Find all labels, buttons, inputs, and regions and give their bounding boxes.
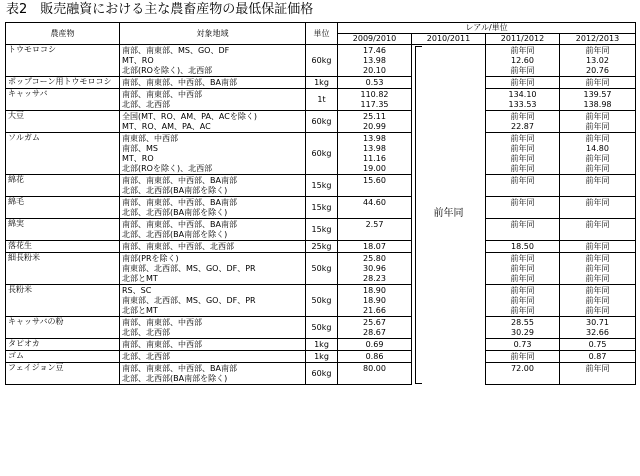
table-row	[6, 351, 636, 363]
product-cell: フェイジョン豆	[6, 363, 120, 385]
region-cell	[120, 45, 306, 77]
value-2009: 25.80	[363, 253, 386, 263]
table-row	[6, 89, 636, 111]
value-2012: 0.87	[588, 351, 607, 361]
value-2009	[340, 230, 409, 240]
value-2011: 134.10	[508, 89, 537, 99]
value-2009: 15.60	[363, 175, 386, 185]
table-row	[6, 197, 636, 219]
value-2011-cell	[486, 45, 560, 77]
header-year: 2012/2013	[560, 34, 636, 45]
region-line: 北部、北西部(BA南部を除く)	[122, 229, 228, 239]
value-2011: 前年同	[510, 77, 535, 87]
region-cell	[120, 317, 306, 339]
value-2009: 30.96	[363, 263, 386, 273]
region-line: 南東部、中西部	[122, 133, 178, 143]
value-2011: 0.73	[513, 339, 532, 349]
value-2012: 前年同	[585, 111, 610, 121]
value-2009: 0.69	[365, 339, 384, 349]
value-2012: 20.76	[586, 65, 609, 75]
product-cell: タピオカ	[6, 339, 120, 351]
value-2011: 72.00	[511, 363, 534, 373]
value-2009: 117.35	[360, 99, 389, 109]
unit-cell: 15kg	[306, 197, 338, 219]
value-2012: 前年同	[585, 197, 610, 207]
region-line: 北部、北西部	[122, 351, 170, 361]
value-2012: 前年同	[585, 175, 610, 185]
value-2009: 13.98	[363, 55, 386, 65]
header-year: 2009/2010	[338, 34, 412, 45]
value-2009-cell	[338, 339, 412, 351]
value-2011-cell	[486, 111, 560, 133]
value-2011: 前年同	[510, 219, 535, 229]
value-2011-cell	[486, 197, 560, 219]
value-2012-cell	[560, 339, 636, 351]
value-2009: 21.66	[363, 305, 386, 315]
value-2012: 0.75	[588, 339, 607, 349]
region-cell	[120, 363, 306, 385]
table-row	[6, 77, 636, 89]
table-row	[6, 339, 636, 351]
table-row	[6, 241, 636, 253]
value-2011: 前年同	[510, 295, 535, 305]
product-cell: 細長粉米	[6, 253, 120, 285]
unit-cell: 60kg	[306, 111, 338, 133]
region-line: 北部、北西部(BA南部を除く)	[122, 207, 228, 217]
value-2009: 28.67	[363, 327, 386, 337]
table-row	[6, 285, 636, 317]
value-2009: 17.46	[363, 45, 386, 55]
unit-cell: 60kg	[306, 363, 338, 385]
value-2012: 前年同	[585, 263, 610, 273]
value-2011-cell	[486, 219, 560, 241]
region-cell	[120, 175, 306, 197]
value-2011: 前年同	[510, 153, 535, 163]
value-2012-cell	[560, 285, 636, 317]
region-line: MT、RO	[122, 55, 154, 65]
value-2012-cell	[560, 253, 636, 285]
region-line: 北部とMT	[122, 273, 158, 283]
value-2012: 前年同	[585, 285, 610, 295]
region-line: 南部、南東部、中西部	[122, 317, 202, 327]
table-row	[6, 253, 636, 285]
unit-cell: 1kg	[306, 339, 338, 351]
value-2012: 前年同	[585, 121, 610, 131]
same-as-prev-year-cell	[412, 45, 486, 385]
value-2009-cell	[338, 111, 412, 133]
value-2012: 139.57	[583, 89, 612, 99]
product-cell: 落花生	[6, 241, 120, 253]
value-2011-cell	[486, 133, 560, 175]
table-row	[6, 111, 636, 133]
table-row	[6, 133, 636, 175]
value-2012-cell	[560, 89, 636, 111]
table-row	[6, 45, 636, 77]
region-line: 南部、MS	[122, 143, 158, 153]
value-2012-cell	[560, 241, 636, 253]
value-2011: 18.50	[511, 241, 534, 251]
product-cell: 綿実	[6, 219, 120, 241]
value-2012-cell	[560, 363, 636, 385]
region-line: 南部、南東部、中西部、BA南部	[122, 219, 237, 229]
value-2011-cell	[486, 285, 560, 317]
value-2011: 前年同	[510, 197, 535, 207]
product-cell: キャッサバ	[6, 89, 120, 111]
value-2012-cell	[560, 351, 636, 363]
region-line: MT、RO、AM、PA、AC	[122, 121, 211, 131]
value-2009: 44.60	[363, 197, 386, 207]
value-2011: 133.53	[508, 99, 537, 109]
region-cell	[120, 219, 306, 241]
value-2009: 0.53	[365, 77, 384, 87]
value-2009: 0.86	[365, 351, 384, 361]
region-line: 南部、南東部、中西部、BA南部	[122, 77, 237, 87]
region-cell	[120, 111, 306, 133]
value-2009-cell	[338, 89, 412, 111]
unit-cell: 15kg	[306, 219, 338, 241]
value-2012: 前年同	[585, 45, 610, 55]
value-2012-cell	[560, 219, 636, 241]
value-2011: 前年同	[510, 111, 535, 121]
region-line: RS、SC	[122, 285, 152, 295]
value-2012-cell	[560, 317, 636, 339]
product-cell: ソルガム	[6, 133, 120, 175]
value-2012	[562, 208, 633, 218]
unit-cell: 50kg	[306, 285, 338, 317]
region-line: 北部とMT	[122, 305, 158, 315]
region-line: 南部、南東部、中西部、BA南部	[122, 197, 237, 207]
value-2011: 28.55	[511, 317, 534, 327]
value-2012: 138.98	[583, 99, 612, 109]
header-year: 2011/2012	[486, 34, 560, 45]
region-line: 北部(ROを除く)、北西部	[122, 163, 213, 173]
region-cell	[120, 197, 306, 219]
unit-cell: 1kg	[306, 77, 338, 89]
value-2011-cell	[486, 339, 560, 351]
value-2009-cell	[338, 45, 412, 77]
value-2009: 25.67	[363, 317, 386, 327]
product-cell: 綿花	[6, 175, 120, 197]
unit-cell: 50kg	[306, 253, 338, 285]
value-2012: 前年同	[585, 241, 610, 251]
value-2009-cell	[338, 241, 412, 253]
unit-cell: 1kg	[306, 351, 338, 363]
value-2011-cell	[486, 77, 560, 89]
value-2011-cell	[486, 241, 560, 253]
region-line: 南東部、北西部、MS、GO、DF、PR	[122, 295, 256, 305]
value-2012: 前年同	[585, 133, 610, 143]
product-cell: ポップコーン用トウモロコシ	[6, 77, 120, 89]
region-line: 北部、北西部(BA南部を除く)	[122, 373, 228, 383]
unit-cell: 50kg	[306, 317, 338, 339]
region-line: 南部、南東部、MS、GO、DF	[122, 45, 230, 55]
value-2009-cell	[338, 317, 412, 339]
value-2012: 前年同	[585, 163, 610, 173]
header-region: 対象地域	[120, 23, 306, 45]
value-2011: 前年同	[510, 133, 535, 143]
value-2011: 前年同	[510, 305, 535, 315]
value-2009: 28.23	[363, 273, 386, 283]
region-cell	[120, 241, 306, 253]
value-2012: 前年同	[585, 219, 610, 229]
region-line: 南部、南東部、中西部、BA南部	[122, 175, 237, 185]
value-2011-cell	[486, 89, 560, 111]
value-2011	[488, 186, 557, 196]
region-line: 全国(MT、RO、AM、PA、ACを除く)	[122, 111, 257, 121]
value-2012: 前年同	[585, 253, 610, 263]
value-2012-cell	[560, 111, 636, 133]
value-2009-cell	[338, 175, 412, 197]
unit-cell: 1t	[306, 89, 338, 111]
value-2011: 前年同	[510, 65, 535, 75]
region-line: MT、RO	[122, 153, 154, 163]
header-row-1	[6, 23, 636, 34]
value-2009: 18.07	[363, 241, 386, 251]
value-2012: 前年同	[585, 295, 610, 305]
region-line: 南部、南東部、中西部、北西部	[122, 241, 234, 251]
value-2012: 13.02	[586, 55, 609, 65]
value-2009: 18.90	[363, 285, 386, 295]
value-2009	[340, 374, 409, 384]
region-cell	[120, 351, 306, 363]
value-2011: 30.29	[511, 327, 534, 337]
value-2011	[488, 230, 557, 240]
value-2009: 13.98	[363, 143, 386, 153]
region-line: 南部、南東部、中西部	[122, 89, 202, 99]
unit-cell: 25kg	[306, 241, 338, 253]
value-2012	[562, 230, 633, 240]
region-cell	[120, 89, 306, 111]
region-line: 南部、南東部、中西部、BA南部	[122, 363, 237, 373]
value-2011-cell	[486, 253, 560, 285]
product-cell: 綿毛	[6, 197, 120, 219]
value-2009-cell	[338, 219, 412, 241]
value-2011: 前年同	[510, 263, 535, 273]
value-2009: 19.00	[363, 163, 386, 173]
value-2012: 前年同	[585, 153, 610, 163]
unit-cell: 60kg	[306, 45, 338, 77]
value-2011: 前年同	[510, 285, 535, 295]
value-2009: 20.99	[363, 121, 386, 131]
header-product: 農産物	[6, 23, 120, 45]
value-2009-cell	[338, 285, 412, 317]
value-2009-cell	[338, 253, 412, 285]
value-2009-cell	[338, 197, 412, 219]
value-2011-cell	[486, 363, 560, 385]
table-row	[6, 219, 636, 241]
value-2012: 14.80	[586, 143, 609, 153]
product-cell: ゴム	[6, 351, 120, 363]
value-2012: 前年同	[585, 77, 610, 87]
region-cell	[120, 133, 306, 175]
header-unit: 単位	[306, 23, 338, 45]
region-line: 北部、北西部	[122, 99, 170, 109]
value-2011-cell	[486, 351, 560, 363]
same-as-prev-year-label: 前年同	[433, 207, 464, 219]
unit-cell: 60kg	[306, 133, 338, 175]
value-2012-cell	[560, 45, 636, 77]
product-cell: トウモロコシ	[6, 45, 120, 77]
region-cell	[120, 253, 306, 285]
value-2009: 20.10	[363, 65, 386, 75]
region-line: 南部(PRを除く)	[122, 253, 179, 263]
value-2012: 32.66	[586, 327, 609, 337]
value-2009-cell	[338, 77, 412, 89]
value-2009: 2.57	[365, 219, 384, 229]
header-price-unit: レアル/単位	[338, 23, 636, 34]
region-line: 南部、南東部、中西部	[122, 339, 202, 349]
value-2009: 18.90	[363, 295, 386, 305]
table-row	[6, 363, 636, 385]
value-2011: 前年同	[510, 253, 535, 263]
value-2012: 前年同	[585, 363, 610, 373]
product-cell: キャッサバの粉	[6, 317, 120, 339]
value-2011: 12.60	[511, 55, 534, 65]
price-table	[5, 22, 636, 385]
value-2011: 前年同	[510, 351, 535, 361]
value-2012-cell	[560, 175, 636, 197]
value-2011: 前年同	[510, 45, 535, 55]
product-cell: 大豆	[6, 111, 120, 133]
value-2011: 前年同	[510, 163, 535, 173]
region-cell	[120, 339, 306, 351]
value-2009: 13.98	[363, 133, 386, 143]
value-2012	[562, 374, 633, 384]
region-line: 北部、北西部(BA南部を除く)	[122, 185, 228, 195]
value-2011-cell	[486, 175, 560, 197]
value-2009-cell	[338, 363, 412, 385]
value-2012	[562, 186, 633, 196]
header-year: 2010/2011	[412, 34, 486, 45]
value-2009-cell	[338, 133, 412, 175]
value-2012: 前年同	[585, 273, 610, 283]
value-2009: 11.16	[363, 153, 386, 163]
value-2009: 110.82	[360, 89, 389, 99]
region-line: 南東部、北西部、MS、GO、DF、PR	[122, 263, 256, 273]
value-2011	[488, 208, 557, 218]
value-2012: 前年同	[585, 305, 610, 315]
region-cell	[120, 77, 306, 89]
value-2009	[340, 186, 409, 196]
value-2012-cell	[560, 197, 636, 219]
product-cell: 長粉米	[6, 285, 120, 317]
table-row	[6, 175, 636, 197]
value-2011-cell	[486, 317, 560, 339]
value-2009	[340, 208, 409, 218]
table-row	[6, 317, 636, 339]
region-cell	[120, 285, 306, 317]
value-2009: 25.11	[363, 111, 386, 121]
region-line: 北部、北西部	[122, 327, 170, 337]
region-line: 北部(ROを除く)、北西部	[122, 65, 213, 75]
value-2012-cell	[560, 133, 636, 175]
value-2011: 前年同	[510, 143, 535, 153]
value-2009: 80.00	[363, 363, 386, 373]
page-title: 表2 販売融資における主な農畜産物の最低保証価格	[6, 2, 314, 17]
value-2011	[488, 374, 557, 384]
value-2011: 前年同	[510, 175, 535, 185]
value-2012: 30.71	[586, 317, 609, 327]
unit-cell: 15kg	[306, 175, 338, 197]
value-2012-cell	[560, 77, 636, 89]
value-2011: 前年同	[510, 273, 535, 283]
value-2011: 22.87	[511, 121, 534, 131]
value-2009-cell	[338, 351, 412, 363]
